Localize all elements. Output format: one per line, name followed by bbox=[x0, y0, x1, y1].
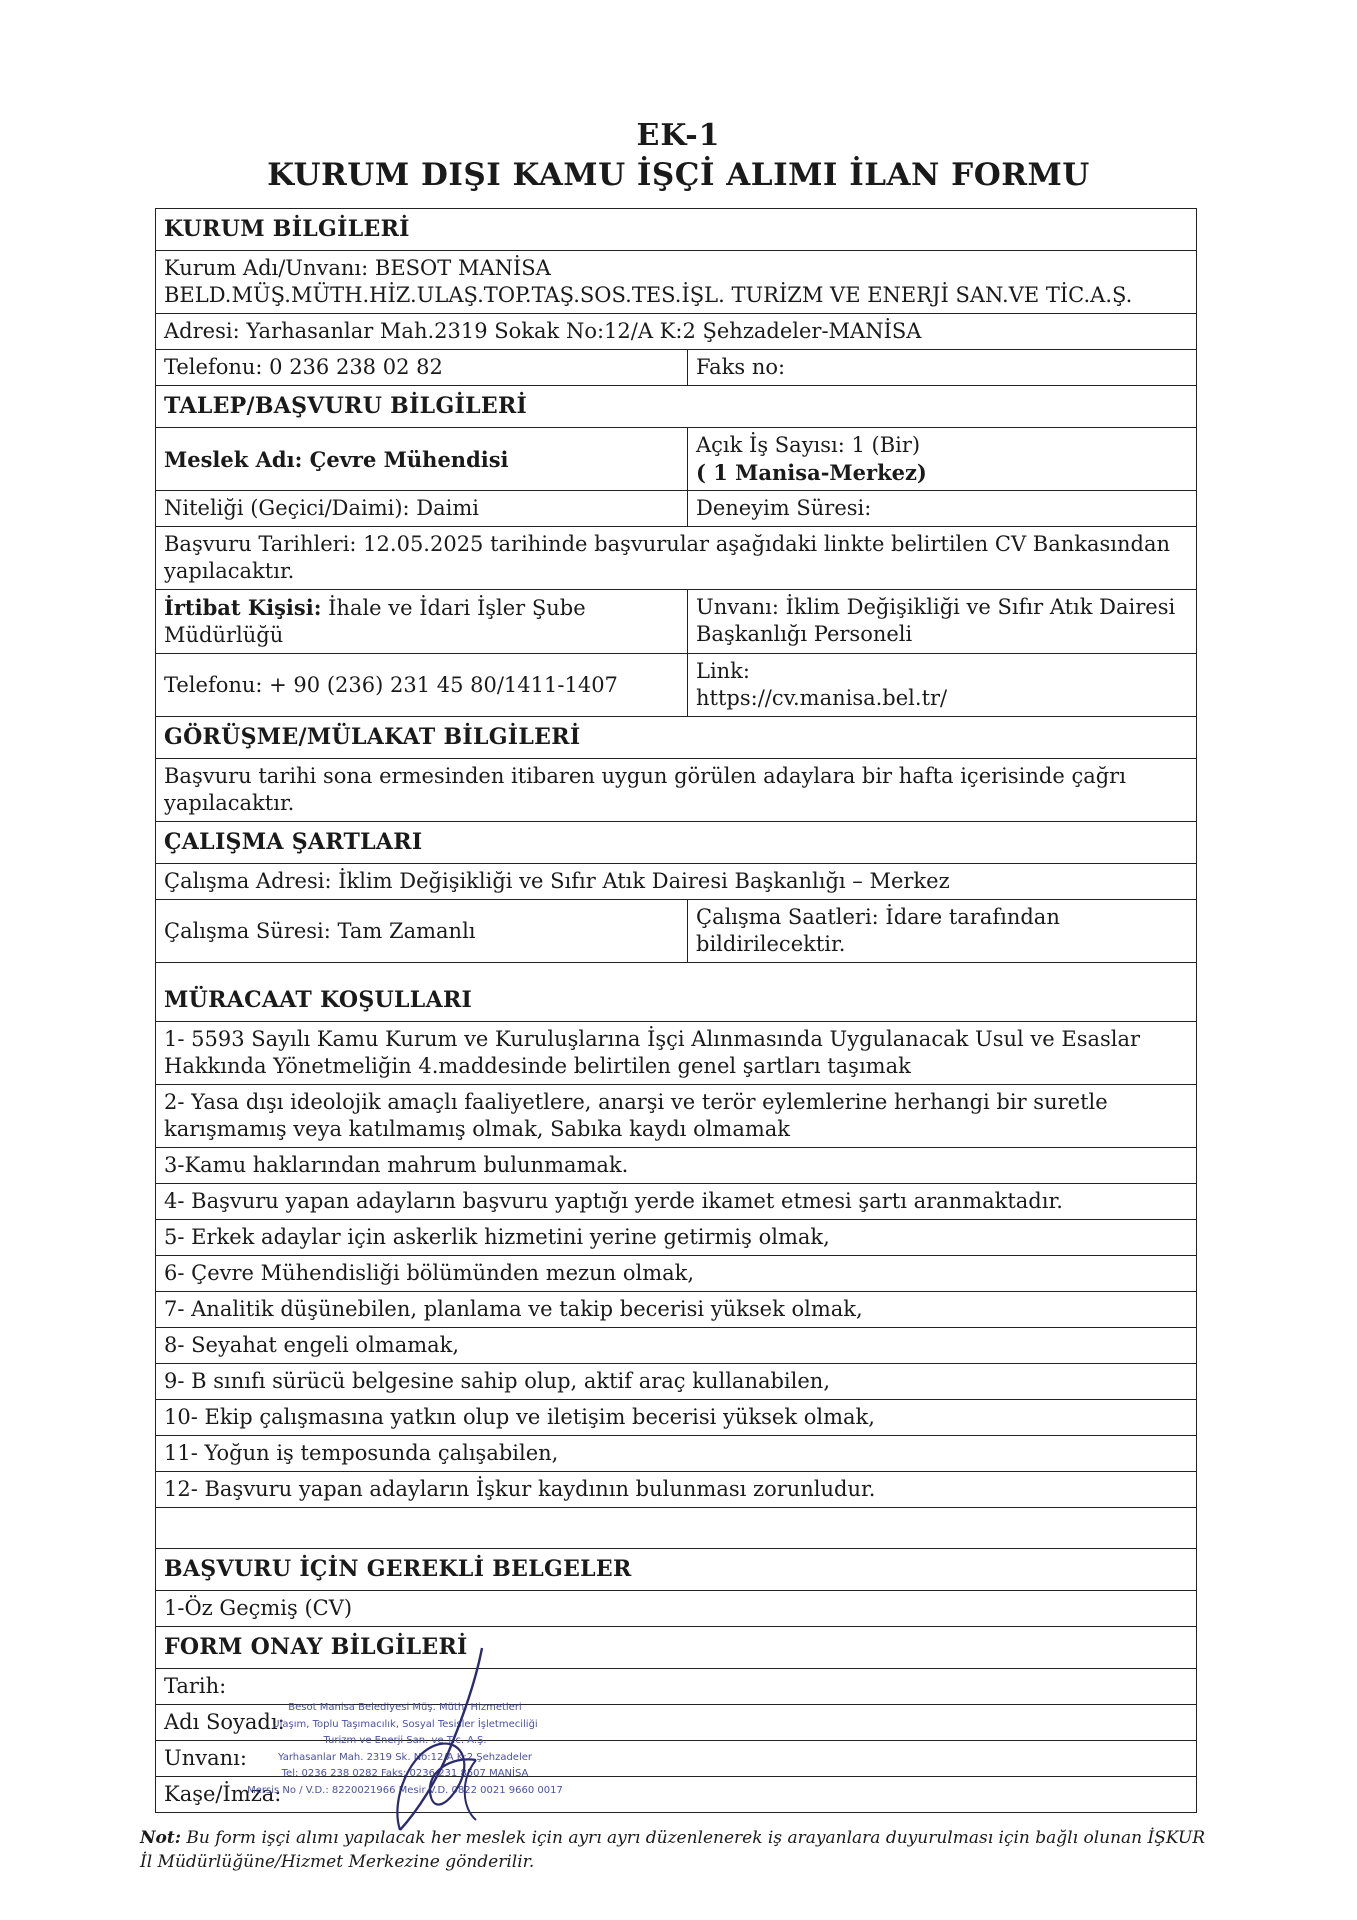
belgeler-section-row bbox=[156, 1549, 1196, 1591]
kurum-section-row bbox=[156, 209, 1196, 251]
note-label: Not: bbox=[140, 1828, 182, 1848]
muracaat-item-1: 1- 5593 Sayılı Kamu Kurum ve Kuruluşlarına İşçi Alınmasında Uygulanacak Usul ve Esaslar Hakkında Yönetmeliğin 4.maddesinde belirtilen genel şartları taşımak bbox=[164, 1027, 1141, 1078]
calisma-section-title: ÇALIŞMA ŞARTLARI bbox=[164, 829, 423, 855]
gorusme-section-title: GÖRÜŞME/MÜLAKAT BİLGİLERİ bbox=[164, 724, 581, 750]
form-title: KURUM DIŞI KAMU İŞÇİ ALIMI İLAN FORMU bbox=[267, 157, 1090, 193]
calisma-suresi: Çalışma Süresi: Tam Zamanlı bbox=[156, 900, 688, 962]
onay-adsoyad: Adı Soyadı: bbox=[164, 1710, 285, 1734]
kurum-name-row bbox=[156, 251, 1196, 314]
kurum-phone: Telefonu: 0 236 238 02 82 bbox=[156, 350, 688, 385]
muracaat-item-row bbox=[156, 1472, 1196, 1508]
irtibat-telefon: Telefonu: + 90 (236) 231 45 80/1411-1407 bbox=[156, 654, 688, 716]
irtibat-label: İrtibat Kişisi: bbox=[164, 595, 322, 620]
muracaat-item-4: 4- Başvuru yapan adayların başvuru yaptığı yerde ikamet etmesi şartı aranmaktadır. bbox=[164, 1189, 1063, 1213]
muracaat-item-row bbox=[156, 1220, 1196, 1256]
announcement-form bbox=[155, 208, 1197, 1813]
irtibat-row bbox=[156, 590, 1196, 654]
meslek-adi: Meslek Adı: Çevre Mühendisi bbox=[156, 428, 688, 490]
acik-is-cell bbox=[688, 428, 1196, 490]
irtibat-unvan: Unvanı: İklim Değişikliği ve Sıfır Atık Dairesi Başkanlığı Personeli bbox=[696, 595, 1176, 646]
annex-label: EK-1 bbox=[636, 118, 721, 153]
basvuru-tarihleri: Başvuru Tarihleri: 12.05.2025 tarihinde başvurular aşağıdaki linkte belirtilen CV Bankasından yapılacaktır. bbox=[164, 532, 1171, 583]
muracaat-section-row bbox=[156, 963, 1196, 1022]
muracaat-item-row bbox=[156, 1085, 1196, 1148]
stamp-line: Mersis No / V.D.: 8220021966 Mesir V.D. 0822 0021 9660 0017 bbox=[247, 1784, 563, 1796]
muracaat-item-row bbox=[156, 1022, 1196, 1085]
empty-cell bbox=[156, 1508, 1196, 1548]
muracaat-section-title: MÜRACAAT KOŞULLARI bbox=[164, 987, 473, 1013]
acik-is-sayisi: Açık İş Sayısı: 1 (Bir) bbox=[696, 433, 921, 457]
muracaat-item-12: 12- Başvuru yapan adayların İşkur kaydının bulunması zorunludur. bbox=[164, 1477, 876, 1501]
irtibat-kisisi bbox=[156, 590, 688, 653]
muracaat-item-row bbox=[156, 1256, 1196, 1292]
gorusme-text-row bbox=[156, 759, 1196, 822]
calisma-sure-row bbox=[156, 900, 1196, 963]
irtibat-value: İhale ve İdari İşler Şube Müdürlüğü bbox=[164, 596, 586, 647]
kurum-name-line2: BELD.MÜŞ.MÜTH.HİZ.ULAŞ.TOP.TAŞ.SOS.TES.İŞL. TURİZM VE ENERJİ SAN.VE TİC.A.Ş. bbox=[164, 283, 1133, 307]
muracaat-item-row bbox=[156, 1364, 1196, 1400]
muracaat-item-9: 9- B sınıfı sürücü belgesine sahip olup, aktif araç kullanabilen, bbox=[164, 1369, 830, 1393]
signature-icon bbox=[250, 1640, 570, 1840]
muracaat-item-11: 11- Yoğun iş temposunda çalışabilen, bbox=[164, 1441, 559, 1465]
muracaat-item-row bbox=[156, 1184, 1196, 1220]
kurum-fax: Faks no: bbox=[696, 355, 786, 379]
talep-section-row bbox=[156, 386, 1196, 428]
kurum-contact-row bbox=[156, 350, 1196, 386]
kurum-name bbox=[156, 251, 1196, 313]
kurum-name-line1: Kurum Adı/Unvanı: BESOT MANİSA bbox=[164, 256, 551, 280]
calisma-adres-row bbox=[156, 864, 1196, 900]
calisma-adresi: Çalışma Adresi: İklim Değişikliği ve Sıfır Atık Dairesi Başkanlığı – Merkez bbox=[164, 869, 950, 893]
stamp-line: Besot Manisa Belediyesi Müş. Müth. Hizmetleri bbox=[288, 1702, 522, 1713]
muracaat-item-row bbox=[156, 1436, 1196, 1472]
muracaat-item-row bbox=[156, 1292, 1196, 1328]
link-label: Link: bbox=[696, 659, 750, 683]
stamp-line: Ulaşım, Toplu Taşımacılık, Sosyal Tesisler İşletmeciliği bbox=[272, 1718, 538, 1730]
muracaat-item-6: 6- Çevre Mühendisliği bölümünden mezun olmak, bbox=[164, 1261, 695, 1285]
onay-kase: Kaşe/İmza: bbox=[164, 1782, 282, 1806]
cv-link[interactable]: https://cv.manisa.bel.tr/ bbox=[696, 686, 948, 710]
kurum-address: Adresi: Yarhasanlar Mah.2319 Sokak No:12/A K:2 Şehzadeler-MANİSA bbox=[164, 319, 922, 343]
basvuru-row bbox=[156, 527, 1196, 590]
deneyim-suresi: Deneyim Süresi: bbox=[696, 496, 872, 520]
muracaat-item-8: 8- Seyahat engeli olmamak, bbox=[164, 1333, 460, 1357]
onay-unvan: Unvanı: bbox=[164, 1746, 247, 1770]
niteligi: Niteliği (Geçici/Daimi): Daimi bbox=[156, 491, 688, 526]
belgeler-item-1: 1-Öz Geçmiş (CV) bbox=[164, 1596, 353, 1620]
belgeler-item-row bbox=[156, 1591, 1196, 1627]
muracaat-item-row bbox=[156, 1400, 1196, 1436]
footer-note bbox=[140, 1826, 1220, 1874]
meslek-row bbox=[156, 428, 1196, 491]
kurum-address-row bbox=[156, 314, 1196, 350]
muracaat-item-3: 3-Kamu haklarından mahrum bulunmamak. bbox=[164, 1153, 629, 1177]
calisma-section-row bbox=[156, 822, 1196, 864]
gorusme-text: Başvuru tarihi sona ermesinden itibaren uygun görülen adaylara bir hafta içerisinde çağrı yapılacaktır. bbox=[164, 764, 1126, 815]
muracaat-item-10: 10- Ekip çalışmasına yatkın olup ve iletişim becerisi yüksek olmak, bbox=[164, 1405, 875, 1429]
calisma-saatleri: Çalışma Saatleri: İdare tarafından bildirilecektir. bbox=[696, 905, 1060, 956]
onay-tarih: Tarih: bbox=[164, 1674, 227, 1698]
nitelik-row bbox=[156, 491, 1196, 527]
title-block bbox=[0, 118, 1357, 193]
gorusme-section-row bbox=[156, 717, 1196, 759]
belgeler-section-title: BAŞVURU İÇİN GEREKLİ BELGELER bbox=[164, 1556, 632, 1582]
muracaat-item-5: 5- Erkek adaylar için askerlik hizmetini yerine getirmiş olmak, bbox=[164, 1225, 830, 1249]
muracaat-item-7: 7- Analitik düşünebilen, planlama ve takip becerisi yüksek olmak, bbox=[164, 1297, 863, 1321]
note-text: Bu form işçi alımı yapılacak her meslek için ayrı ayrı düzenlenerek iş arayanlara duyurulması için bağlı olunan İŞKUR İl Müdürlüğüne/Hizmet Merkezine gönderilir. bbox=[140, 1828, 1206, 1872]
onay-section-title: FORM ONAY BİLGİLERİ bbox=[164, 1634, 468, 1660]
talep-section-title: TALEP/BAŞVURU BİLGİLERİ bbox=[164, 393, 528, 419]
muracaat-item-2: 2- Yasa dışı ideolojik amaçlı faaliyetlere, anarşi ve terör eylemlerine herhangi bir suretle karışmamış veya katılmamış olmak, Sabıka kaydı olmamak bbox=[164, 1090, 1108, 1141]
stamp-line: Yarhasanlar Mah. 2319 Sk. No:12/A K:2 Şehzadeler bbox=[277, 1751, 532, 1763]
muracaat-item-row bbox=[156, 1148, 1196, 1184]
muracaat-item-row bbox=[156, 1328, 1196, 1364]
kurum-section-title: KURUM BİLGİLERİ bbox=[164, 216, 410, 242]
stamp-line: Turizm ve Enerji San. ve Tic. A.Ş. bbox=[323, 1735, 487, 1746]
link-cell bbox=[688, 654, 1196, 716]
acik-is-detail: ( 1 Manisa-Merkez) bbox=[696, 460, 927, 485]
empty-row bbox=[156, 1508, 1196, 1549]
stamp-line: Tel: 0236 238 0282 Faks: 0236 231 8507 MANİSA bbox=[281, 1768, 529, 1779]
telefon-link-row bbox=[156, 654, 1196, 717]
